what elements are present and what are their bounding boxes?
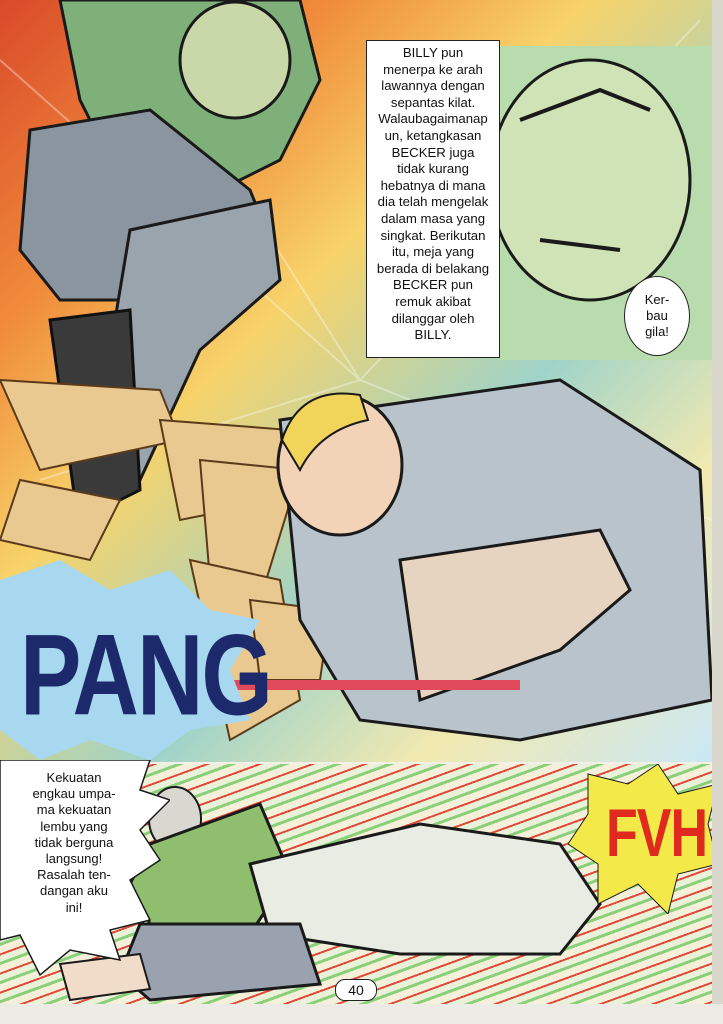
speech-line: dangan aku — [40, 883, 108, 899]
caption-line: itu, meja yang — [391, 244, 475, 260]
speech-line: ini! — [65, 899, 83, 915]
speech-line: ma kekuatan — [36, 802, 112, 818]
caption-line: BECKER juga — [391, 144, 475, 160]
caption-line: sepantas kilat. — [390, 94, 476, 110]
shout-bubble-text — [20, 770, 128, 916]
caption-line: remuk akibat — [395, 293, 471, 309]
narration-caption-box — [366, 40, 500, 358]
page-bottom-margin — [0, 1004, 723, 1024]
caption-line: dalam masa yang — [380, 210, 486, 226]
caption-line: BILLY pun — [402, 45, 464, 60]
caption-line: un, ketangkasan — [384, 127, 482, 143]
caption-line: dia telah mengelak — [377, 194, 489, 210]
caption-line: dilanggar oleh — [391, 310, 475, 326]
caption-line: BILLY. — [414, 327, 452, 343]
speech-line: Rasalah ten- — [37, 867, 111, 883]
speech-bubble-kerbau-gila — [624, 276, 690, 356]
sfx-pang: PANG — [20, 611, 271, 740]
caption-line: Walaubagaimanap — [378, 111, 488, 127]
caption-line: tidak kurang — [397, 161, 469, 177]
caption-line: lawannya dengan — [381, 78, 485, 94]
speech-line: bau — [646, 308, 668, 323]
speech-line: engkau umpa- — [32, 786, 116, 802]
speech-line: lembu yang — [40, 818, 108, 834]
caption-line: menerpa ke arah — [383, 61, 483, 77]
page-edge — [712, 0, 723, 1024]
speech-line: langsung! — [45, 851, 103, 867]
speech-line: Ker- — [644, 292, 670, 307]
caption-line: berada di belakang — [376, 260, 490, 276]
page-number: 40 — [335, 979, 377, 1001]
caption-line: hebatnya di mana — [380, 177, 486, 193]
caption-line: BECKER pun — [393, 277, 473, 293]
speech-line: gila! — [645, 324, 669, 339]
caption-line: singkat. Berikutan — [380, 227, 486, 243]
speech-line: tidak berguna — [34, 834, 114, 850]
speech-line: Kekuatan — [46, 770, 102, 785]
sfx-fuh: FVH — [606, 796, 707, 872]
